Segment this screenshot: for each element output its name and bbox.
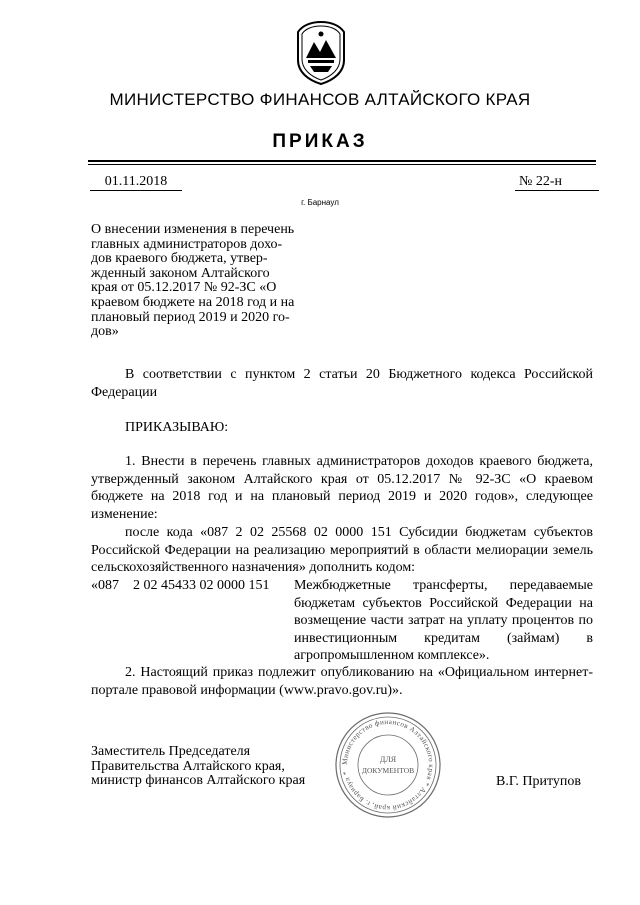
signer-name: В.Г. Притупов [496,774,581,789]
subject-line: плановый период 2019 и 2020 го- [91,309,290,325]
signer-position-line: Заместитель Председателя [91,744,251,759]
subject-line: О внесении изменения в перечень [91,222,295,237]
seal-center-line-2: ДОКУМЕНТОВ [361,766,415,775]
official-seal-stamp [333,710,443,820]
order-word: ПРИКАЗЫВАЮ: [125,420,229,435]
seal-center-line-1: ДЛЯ [379,755,397,764]
new-code-description: Межбюджетные трансферты, передаваемые бюджетам субъектов Российской Федерации на возмещение части затрат на уплату процентов по инвестиционным кредитам (займам) в агропромышленном комплексе». [294,578,593,663]
header-divider-thin [88,164,596,165]
signer-position-line: министр финансов Алтайского края [91,773,306,789]
subject-line: краевом бюджете на 2018 год и на [91,294,295,310]
intro-paragraph: В соответствии с пунктом 2 статьи 20 Бюджетного кодекса Российской Федерации [91,367,593,400]
document-number: № 22-н [515,174,599,191]
item-1-paragraph: 1. Внести в перечень главных администраторов доходов краевого бюджета, утвержденный законом Алтайского края от 05.12.2017 № 92-ЗС «О краевом бюджете на 2018 год и на плановый период 2019 и 2020 годов», следующее изменение: [91,454,593,522]
document-type: ПРИКАЗ [272,131,368,152]
subject-line: края от 05.12.2017 № 92-ЗС «О [91,280,277,296]
item-2-paragraph: 2. Настоящий приказ подлежит опубликованию на «Официальном интернет-портале правовой информации (www.pravo.gov.ru)». [91,665,593,698]
header-divider [88,160,596,162]
document-city: г. Барнаул [301,198,339,207]
seal-ring-text: Министерство финансов Алтайского края * Алтайский край, г. Барнаул * [340,717,436,813]
new-code: «087 2 02 45433 02 0000 151 [91,578,270,593]
coat-of-arms-icon [290,20,352,86]
subject-line: жденный законом Алтайского [91,265,270,281]
document-date: 01.11.2018 [90,174,182,191]
subject-line: дов» [91,324,119,340]
after-code-paragraph: после кода «087 2 02 25568 02 0000 151 Субсидии бюджетам субъектов Российской Федерации на реализацию мероприятий в области мелиорации земель сельскохозяйственного назначения» дополнить кодом: [91,525,593,575]
document-subject [91,223,306,340]
signer-position [91,745,331,789]
svg-text:Министерство финансов Алтайско [341,718,435,812]
ministry-title: МИНИСТЕРСТВО ФИНАНСОВ АЛТАЙСКОГО КРАЯ [109,90,531,109]
subject-line: главных администраторов дохо- [91,236,283,252]
signer-position-line: Правительства Алтайского края, [91,758,285,774]
subject-line: дов краевого бюджета, утвер- [91,251,268,267]
